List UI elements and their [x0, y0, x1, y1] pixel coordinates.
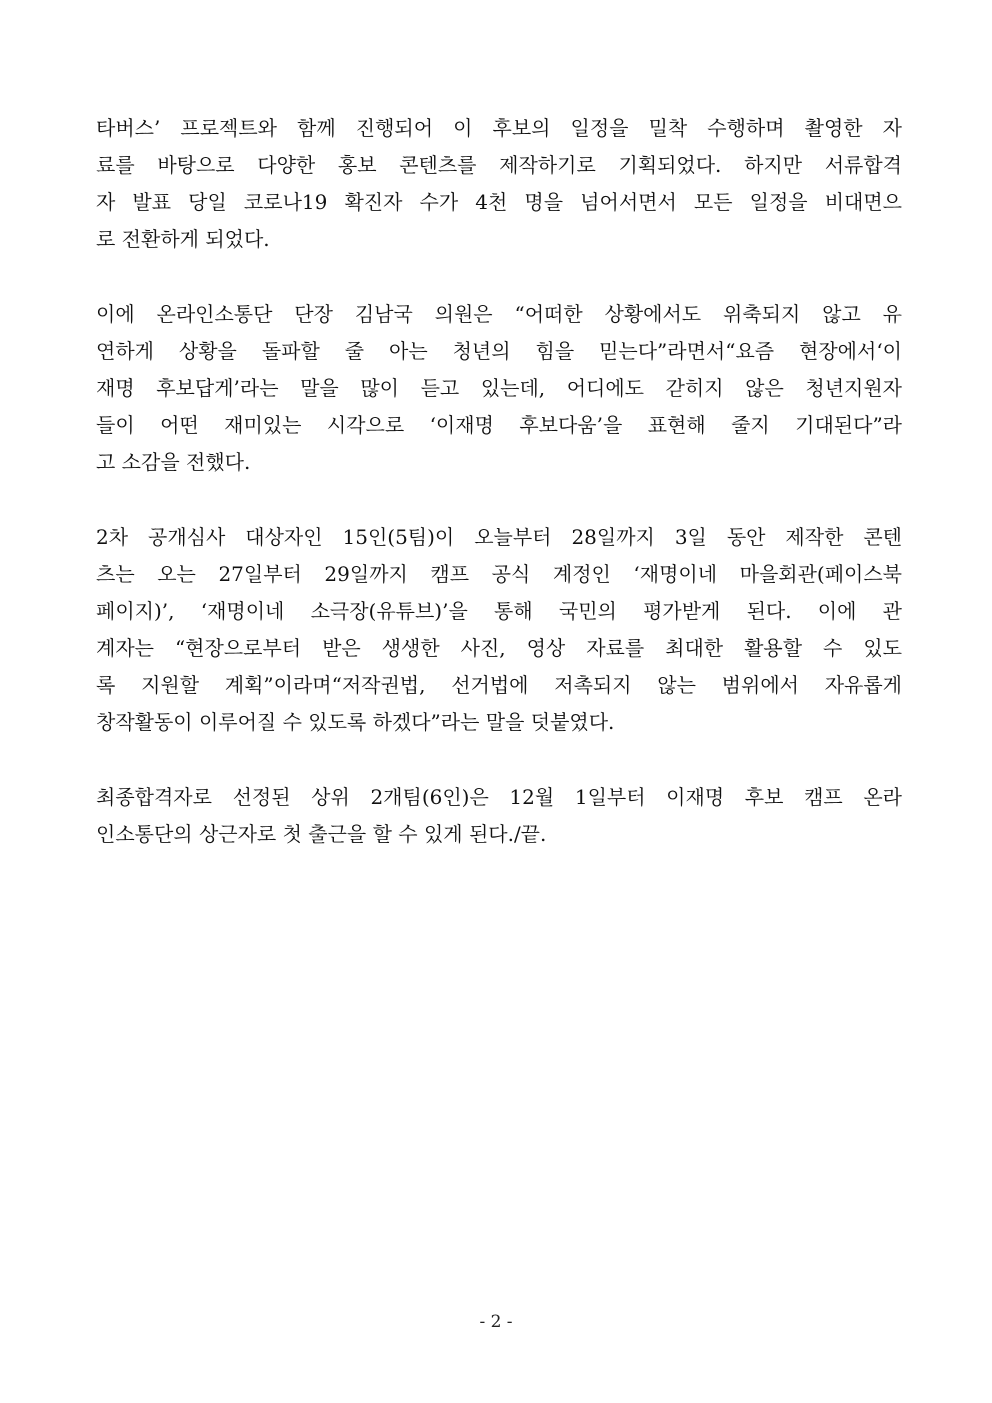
text-line: 들이 어떤 재미있는 시각으로 ‘이재명 후보다움’을 표현해 줄지 기대된다”라: [96, 413, 902, 437]
text-line: 록 지원할 계획”이라며“저작권법, 선거법에 저촉되지 않는 범위에서 자유롭게: [96, 673, 902, 697]
page-number: - 2 -: [479, 1312, 513, 1332]
paragraph-quote: [96, 296, 902, 481]
paragraph-review: [96, 519, 902, 741]
text-line: 창작활동이 이루어질 수 있도록 하겠다”라는 말을 덧붙였다.: [96, 710, 615, 734]
paragraph-final: [96, 779, 902, 853]
text-line: 연하게 상황을 돌파할 줄 아는 청년의 힘을 믿는다”라면서“요즘 현장에서‘이: [96, 339, 902, 363]
text-line: 최종합격자로 선정된 상위 2개팀(6인)은 12월 1일부터 이재명 후보 캠프 온라: [96, 785, 902, 809]
text-line: 로 전환하게 되었다.: [96, 227, 270, 251]
text-line: 츠는 오는 27일부터 29일까지 캠프 공식 계정인 ‘재명이네 마을회관(페이스북: [96, 562, 902, 586]
text-line: 2차 공개심사 대상자인 15인(5팀)이 오늘부터 28일까지 3일 동안 제작한 콘텐: [96, 525, 902, 549]
text-line: 고 소감을 전했다.: [96, 450, 251, 474]
text-line: 페이지)’, ‘재명이네 소극장(유튜브)’을 통해 국민의 평가받게 된다. 이에 관: [96, 599, 902, 623]
text-line: 타버스’ 프로젝트와 함께 진행되어 이 후보의 일정을 밀착 수행하며 촬영한 자: [96, 116, 902, 140]
text-line: 계자는 “현장으로부터 받은 생생한 사진, 영상 자료를 최대한 활용할 수 있도: [96, 636, 902, 660]
document-body: [96, 110, 902, 891]
paragraph-schedule: [96, 110, 902, 258]
text-line: 료를 바탕으로 다양한 홍보 콘텐츠를 제작하기로 기획되었다. 하지만 서류합격: [96, 153, 902, 177]
text-line: 자 발표 당일 코로나19 확진자 수가 4천 명을 넘어서면서 모든 일정을 비대면으: [96, 190, 902, 214]
text-line: 인소통단의 상근자로 첫 출근을 할 수 있게 된다./끝.: [96, 822, 547, 846]
text-line: 이에 온라인소통단 단장 김남국 의원은 “어떠한 상황에서도 위축되지 않고 유: [96, 302, 902, 326]
text-line: 재명 후보답게’라는 말을 많이 듣고 있는데, 어디에도 갇히지 않은 청년지원자: [96, 376, 902, 400]
